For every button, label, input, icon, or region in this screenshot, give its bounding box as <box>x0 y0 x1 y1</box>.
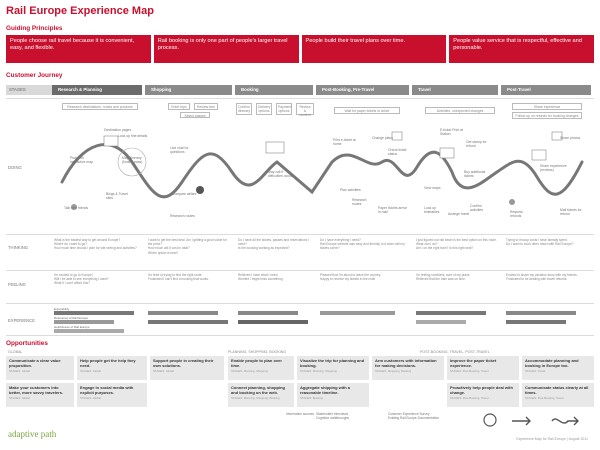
page-title: Rail Europe Experience Map <box>6 5 154 17</box>
doing-label: Research routes <box>170 214 195 218</box>
feeling-post-travel: Excited to share my vacation story with my friends. Frustrated to be dealing with travel refunds. <box>506 273 578 282</box>
doing-label: View maps <box>424 186 441 190</box>
doing-label: Look up timetables <box>424 206 440 215</box>
opportunity-card: Visualize the trip for planning and booking. STAGES: Planning, Shopping <box>297 356 369 380</box>
doing-box: Review fare <box>194 103 218 110</box>
doing-label: Map itinerary (finding pass) <box>122 156 143 165</box>
principle-2: Rail booking is only one part of people's larger travel process. <box>154 35 299 63</box>
doing-label: Mail tickets for refund <box>560 208 582 217</box>
experience-bar <box>506 320 566 324</box>
row-divider <box>6 270 594 271</box>
legend-icons <box>482 412 592 430</box>
doing-label: Share experience (reviews) <box>540 164 567 173</box>
doing-label: Change plans <box>372 136 393 140</box>
opportunity-card: Aggregate shipping with a reasonable timeline. STAGES: Booking <box>297 383 369 407</box>
opportunity-card: Make your customers into better, more savvy travelers. STAGES: Global <box>6 383 74 407</box>
opportunity-card: Arm customers with information for making decisions. STAGES: Shopping, Booking <box>372 356 444 380</box>
doing-box: Activities, unexpected changes <box>425 107 495 114</box>
doing-box: Wait for paper tickets to arrive <box>334 107 400 114</box>
thinking-research: What is the easiest way to get around Europe? Where do I want to go? How much time should I plan for site seeing and activities? <box>54 238 137 251</box>
doing-label: Talk with friends <box>64 206 89 210</box>
stage-lead-label: STAGES <box>6 85 52 95</box>
sources-label: Information sources <box>286 412 314 416</box>
experience-bar <box>54 320 114 324</box>
doing-label: Plan with interactive map <box>70 156 93 165</box>
experience-bar <box>320 311 395 315</box>
stage-header <box>6 85 594 95</box>
feeling-post-booking: Pleased that I'm about to leave the country. Happy to receive my tickets in the mail! <box>320 273 381 282</box>
experience-label: Enjoyability <box>54 307 70 311</box>
opportunity-card: Accommodate planning and booking in Europe too. STAGES: Travel <box>522 356 594 380</box>
row-divider <box>6 335 594 336</box>
doing-box: Confirm itinerary <box>238 105 251 113</box>
cycle-icon <box>484 414 496 426</box>
row-label-doing: DOING <box>8 165 22 170</box>
opportunity-card: Help people get the help they need. STAGES: Global <box>77 356 147 380</box>
row-label-feeling: FEELING <box>8 282 26 287</box>
footer-note: Experience Map for Rail Europe | August 2011 <box>516 437 588 441</box>
experience-bar <box>238 311 298 315</box>
opportunity-card: Engage in social media with explicit purposes. STAGES: Global <box>77 383 147 407</box>
row-label-thinking: THINKING <box>8 245 29 250</box>
doing-label: Paper tickets arrive in mail <box>378 206 408 215</box>
opportunity-card: Support people in creating their own solutions. STAGES: Global <box>150 356 224 380</box>
sources-list-1: Stakeholder interviews Cognitive walkthroughs <box>316 412 349 420</box>
arrow-icon <box>512 417 530 425</box>
sources-list-2: Customer Experience Survey Existing Rail Europe Documentation <box>388 412 440 420</box>
stage-travel: Travel <box>412 85 498 95</box>
thinking-booking: Do I have all the tickets, passes and reservations I need? Is the booking working as expected? <box>238 238 310 251</box>
doing-label: Plan activities <box>340 188 361 192</box>
doing-box: Research destinations, routes and products <box>62 103 138 110</box>
experience-bar <box>506 311 576 315</box>
stage-research-planning: Research & Planning <box>52 85 142 95</box>
opportunity-card: Improve the paper ticket experience. STAGES: Post-Booking, Travel <box>447 356 519 380</box>
doing-box: Follow up on refunds for booking changes <box>512 112 582 119</box>
doing-box: Select passes <box>180 112 210 118</box>
experience-bar <box>148 320 228 324</box>
brand-logo: adaptive path <box>8 429 57 439</box>
doing-label: Confirm activities <box>470 204 484 213</box>
doing-label: Live chat for questions <box>170 146 189 155</box>
opportunities-heading: Opportunities <box>6 340 48 347</box>
doing-label: Destination pages <box>104 128 132 132</box>
guiding-principles-heading: Guiding Principles <box>6 25 63 32</box>
doing-label: May call if difficulties occur <box>268 170 293 179</box>
doing-label: Print e-ticket at home <box>333 138 356 147</box>
feeling-shopping: I'm tired of trying to find the right route. Frustrated I can't find a booking that works. <box>148 273 209 282</box>
doing-label: Request refunds <box>510 210 523 219</box>
feeling-research: I'm excited to go to Europe! Will I be able to see everything I want? What if I can't afford this? <box>54 273 109 286</box>
experience-bar <box>54 329 124 333</box>
opp-head-planning: PLANNING, SHOPPING, BOOKING <box>228 350 287 354</box>
stage-shopping: Shopping <box>145 85 232 95</box>
opportunity-card: Proactively help people deal with change. STAGES: Post-Booking, Travel <box>447 383 519 407</box>
principle-1: People choose rail travel because it is convenient, easy, and flexible. <box>6 35 151 63</box>
doing-label: Arrange travel <box>448 212 470 216</box>
thinking-post-travel: Trying to recoup costs I have already spent. Do I want to book other travel with Rail Europe? <box>506 238 574 247</box>
doing-label: Check ticket status <box>388 148 407 157</box>
doing-label: Compare airfare <box>172 192 197 196</box>
thinking-post-booking: Do I have everything I need? Rail Europe website was easy and friendly, but when will my tickets come? <box>320 238 405 251</box>
doing-box: Delivery options <box>258 105 271 113</box>
doing-label: E-ticket Print at Station <box>440 128 463 137</box>
doing-box: Enter trips <box>168 103 190 110</box>
doing-box: Share experience <box>512 103 582 110</box>
doing-label: Get stamp for refund <box>466 140 487 149</box>
doing-label: Share photos <box>560 136 581 140</box>
opportunity-card: Enable people to plan over time. STAGES: Planning, Shopping <box>228 356 294 380</box>
doing-box: Payment options <box>278 105 292 113</box>
row-divider <box>6 98 594 99</box>
row-label-experience: EXPERIENCE <box>8 318 35 323</box>
experience-bar <box>54 311 134 315</box>
experience-label: Relevance of Rail Europe <box>54 316 89 320</box>
doing-label: Buy additional tickets <box>464 170 486 179</box>
thinking-shopping: I want to get the best deal. Am I getting a good value for the price? How much will it cost in total? Which option is best? <box>148 238 227 255</box>
opportunity-card: Communicate status clearly at all times. STAGES: Post-Booking, Travel <box>522 383 594 407</box>
experience-bar <box>148 311 218 315</box>
row-divider <box>6 234 594 235</box>
experience-bar <box>238 320 308 324</box>
stage-booking: Booking <box>235 85 313 95</box>
principles-row <box>6 35 594 63</box>
doing-box: Review & confirm <box>296 103 314 115</box>
experience-bar <box>416 320 466 324</box>
opp-head-global: GLOBAL <box>8 350 23 354</box>
opportunity-card: Connect planning, shopping and booking on the web. STAGES: Planning, Shopping, Booking <box>228 383 294 407</box>
experience-label: Helpfulness of Rail Europe <box>54 325 90 329</box>
principle-3: People build their travel plans over time. <box>302 35 447 63</box>
opportunity-card: Communicate a clear value proposition. STAGES: Global <box>6 356 74 380</box>
doing-label: Look up fine details <box>118 134 148 138</box>
experience-bar <box>416 311 486 315</box>
opp-head-post: POST-BOOKING, TRAVEL, POST-TRAVEL <box>420 350 490 354</box>
feeling-travel: I'm feeling confident, sure of my plans. Relieved that the train was on time. <box>416 273 471 282</box>
principle-4: People value service that is respectful, effective and personable. <box>449 35 594 63</box>
stage-post-travel: Post-Travel <box>501 85 591 95</box>
stage-post-booking: Post-Booking, Pre-Travel <box>316 85 409 95</box>
customer-journey-heading: Customer Journey <box>6 72 63 79</box>
feeling-booking: Relieved I have what I need. Worried I might miss something. <box>238 273 284 282</box>
doing-label: Blogs & Travel sites <box>106 192 128 201</box>
thinking-travel: I just figured out rail travel is the best option on this route. What can I do? Am I on the right train? Is this right seat? <box>416 238 497 251</box>
row-divider <box>6 303 594 304</box>
wavy-arrow-icon <box>552 417 578 425</box>
doing-label: Research routes <box>352 198 367 207</box>
